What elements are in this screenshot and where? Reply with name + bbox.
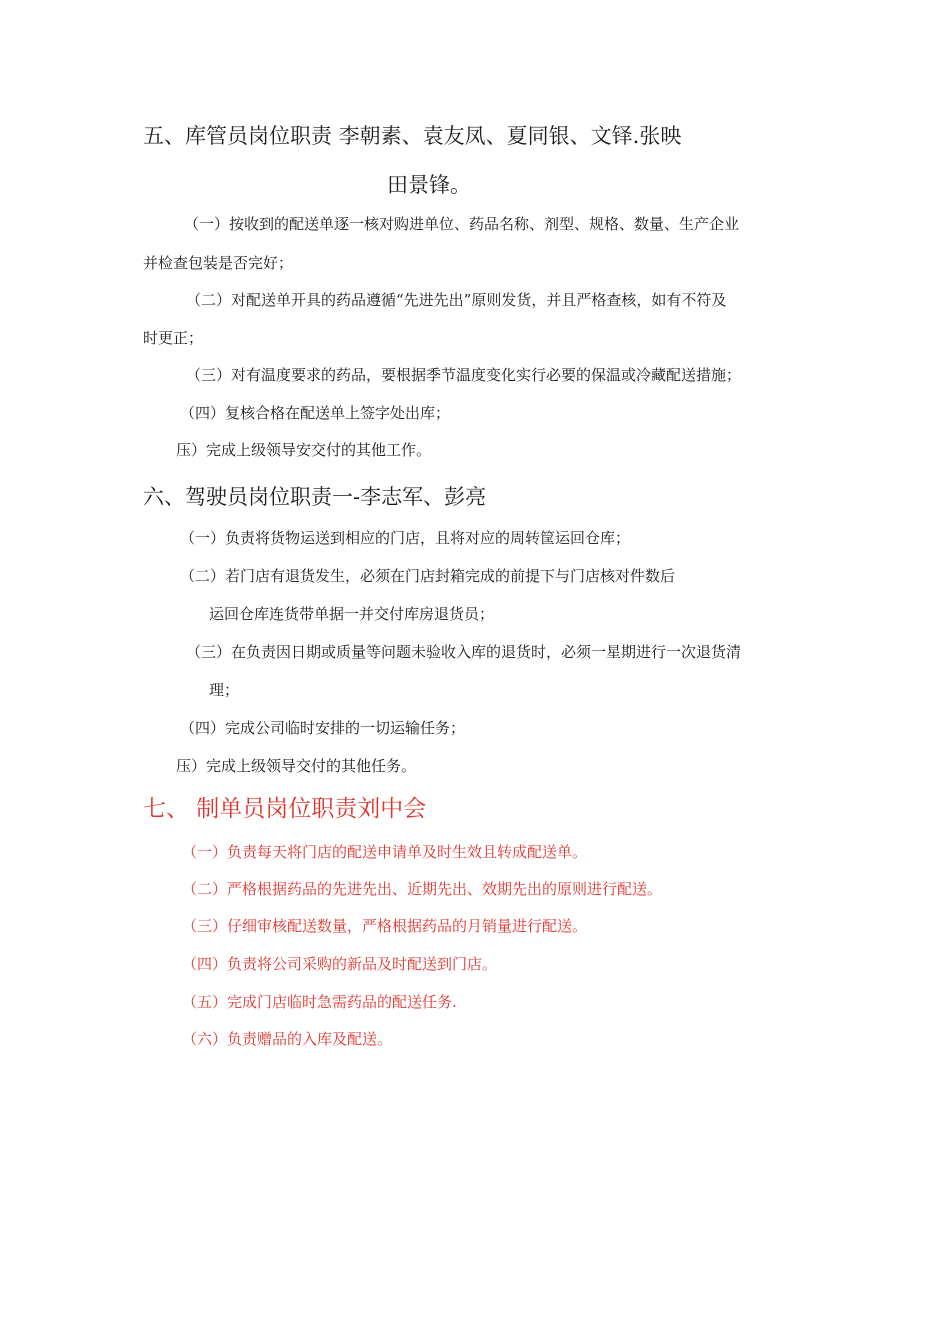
section5-item-2-cont: 时更正； <box>143 329 204 347</box>
section5-item-3: （三）对有温度要求的药品，要根据季节温度变化实行必要的保温或冷藏配送措施； <box>186 366 742 384</box>
section6-item-2-cont: 运回仓库连货带单据一并交付库房退货员； <box>209 605 495 623</box>
section5-item-4: （四）复核合格在配送单上签字处出库； <box>180 404 451 422</box>
section7-item-5: （五）完成门店临时急需药品的配送任务. <box>182 993 457 1011</box>
section6-item-4: （四）完成公司临时安排的一切运输任务； <box>180 719 466 737</box>
section7-heading: 七、 制单员岗位职责刘中会 <box>143 796 427 822</box>
section5-item-2: （二）对配送单开具的药品遵循“先进先出”原则发货，并且严格查核，如有不符及 <box>186 291 727 309</box>
section7-item-2: （二）严格根据药品的先进先出、近期先出、效期先出的原则进行配送。 <box>182 880 663 898</box>
section7-item-4: （四）负责将公司采购的新品及时配送到门店。 <box>182 955 498 973</box>
section5-item-1-cont: 并检查包装是否完好； <box>143 254 294 272</box>
section5-heading-continued: 田景锋。 <box>387 173 471 197</box>
section6-item-2: （二）若门店有退货发生，必须在门店封箱完成的前提下与门店核对件数后 <box>180 567 676 585</box>
section6-item-3: （三）在负责因日期或质量等问题未验收入库的退货时，必须一星期进行一次退货清 <box>186 643 742 661</box>
section6-item-5: 压）完成上级领导交付的其他任务。 <box>176 757 417 775</box>
section7-item-1: （一）负责每天将门店的配送申请单及时生效且转成配送单。 <box>182 843 588 861</box>
section6-heading: 六、驾驶员岗位职责一-李志军、彭亮 <box>143 485 487 509</box>
section6-item-3-cont: 理； <box>209 681 240 699</box>
section6-item-1: （一）负责将货物运送到相应的门店，且将对应的周转筐运回仓库； <box>180 529 631 547</box>
section5-heading: 五、库管员岗位职责 李朝素、袁友凤、夏同银、文铎.张映 <box>143 124 682 148</box>
section5-item-1: （一）按收到的配送单逐一核对购进单位、药品名称、剂型、规格、数量、生产企业 <box>184 215 740 233</box>
section7-item-3: （三）仔细审核配送数量，严格根据药品的月销量进行配送。 <box>182 917 588 935</box>
section7-item-6: （六）负责赠品的入库及配送。 <box>182 1030 393 1048</box>
section5-item-5: 压）完成上级领导安交付的其他工作。 <box>176 441 432 459</box>
